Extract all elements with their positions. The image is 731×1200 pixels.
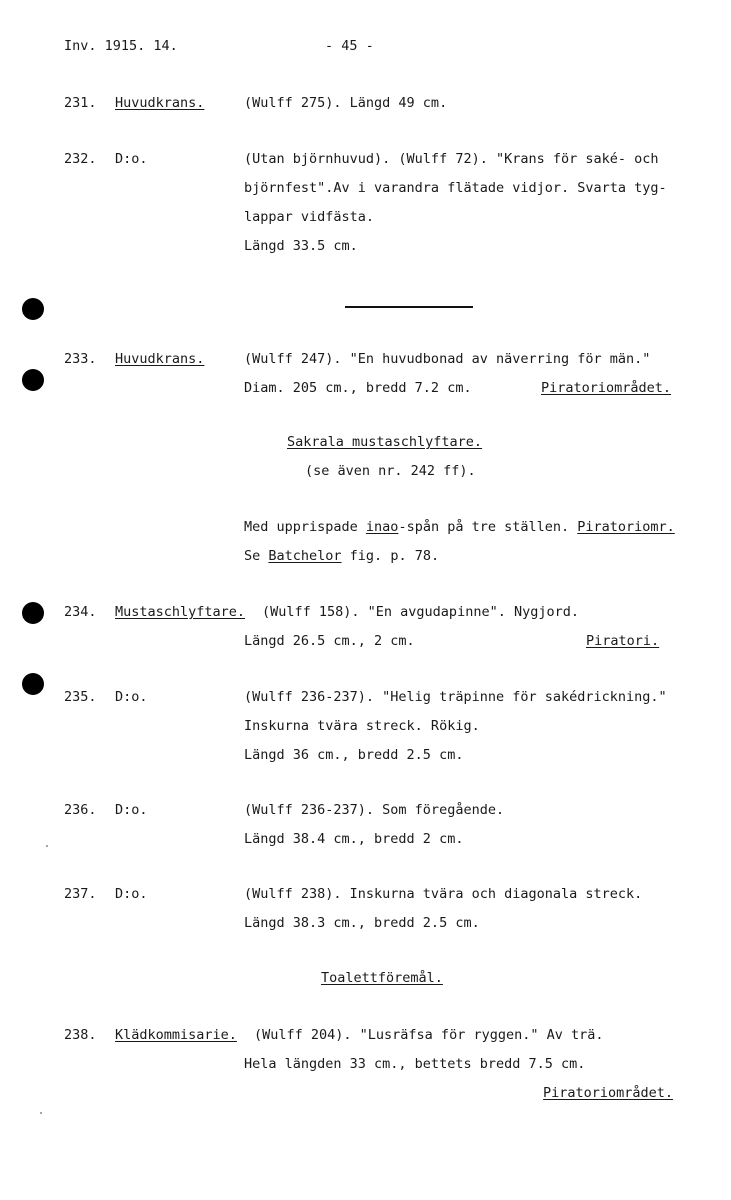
section-reference: [244, 548, 439, 564]
section-heading: Toalettföremål.: [321, 970, 443, 986]
page-number: - 45 -: [325, 38, 374, 54]
punch-hole: [22, 673, 44, 695]
entry-number: 236.: [64, 802, 97, 818]
entry-text: lappar vidfästa.: [244, 209, 375, 225]
entry-text: Längd 36 cm., bredd 2.5 cm.: [244, 747, 464, 763]
entry-region: Piratoriområdet.: [543, 1085, 674, 1101]
section-heading: Sakrala mustaschlyftare.: [287, 434, 483, 450]
entry-text: Inskurna tvära streck. Rökig.: [244, 718, 480, 734]
remark-text: Med upprispade: [244, 519, 366, 535]
entry-text: Längd 38.3 cm., bredd 2.5 cm.: [244, 915, 480, 931]
entry-text: (Wulff 204). "Lusräfsa för ryggen." Av trä.: [254, 1027, 604, 1043]
entry-number: 232.: [64, 151, 97, 167]
remark-text: -spån på tre ställen.: [398, 519, 570, 535]
section-note: (se även nr. 242 ff).: [305, 463, 476, 479]
scan-speck: [40, 1112, 42, 1114]
entry-label: Huvudkrans.: [115, 95, 205, 111]
entry-number: 238.: [64, 1027, 97, 1043]
entry-text: (Wulff 236-237). Som föregående.: [244, 802, 505, 818]
entry-label: Mustaschlyftare.: [115, 604, 246, 620]
reference-text: Se: [244, 548, 269, 564]
reference-text: fig. p. 78.: [341, 548, 440, 564]
entry-number: 237.: [64, 886, 97, 902]
entry-region: Piratoriområdet.: [541, 380, 672, 396]
section-remark: [244, 519, 675, 535]
entry-text: björnfest".Av i varandra flätade vidjor. Svarta tyg-: [244, 180, 667, 196]
remark-term: inao: [365, 519, 399, 535]
entry-text: (Wulff 236-237). "Helig träpinne för sakédrickning.": [244, 689, 667, 705]
entry-number: 233.: [64, 351, 97, 367]
entry-label: D:o.: [115, 689, 148, 705]
entry-text: Längd 26.5 cm., 2 cm.: [244, 633, 415, 649]
section-divider: [345, 306, 473, 308]
entry-text: Längd 38.4 cm., bredd 2 cm.: [244, 831, 464, 847]
scan-speck: [46, 845, 48, 847]
entry-label: D:o.: [115, 802, 148, 818]
entry-text: Hela längden 33 cm., bettets bredd 7.5 cm.: [244, 1056, 586, 1072]
entry-label: Huvudkrans.: [115, 351, 205, 367]
entry-region: Piratori.: [586, 633, 660, 649]
entry-label: D:o.: [115, 151, 148, 167]
punch-hole: [22, 602, 44, 624]
entry-text: Diam. 205 cm., bredd 7.2 cm.: [244, 380, 472, 396]
entry-text: (Utan björnhuvud). (Wulff 72). "Krans för saké- och: [244, 151, 659, 167]
entry-text: Längd 33.5 cm.: [244, 238, 358, 254]
punch-hole: [22, 298, 44, 320]
entry-text: (Wulff 247). "En huvudbonad av näverring för män.": [244, 351, 651, 367]
entry-text: (Wulff 158). "En avgudapinne". Nygjord.: [262, 604, 579, 620]
entry-text: (Wulff 275). Längd 49 cm.: [244, 95, 448, 111]
punch-hole: [22, 369, 44, 391]
remark-region: Piratoriomr.: [577, 519, 675, 535]
entry-number: 231.: [64, 95, 97, 111]
inventory-header: Inv. 1915. 14.: [64, 38, 178, 54]
entry-text: (Wulff 238). Inskurna tvära och diagonala streck.: [244, 886, 643, 902]
reference-author: Batchelor: [268, 548, 342, 564]
entry-number: 235.: [64, 689, 97, 705]
entry-label: Klädkommisarie.: [115, 1027, 237, 1043]
entry-label: D:o.: [115, 886, 148, 902]
entry-number: 234.: [64, 604, 97, 620]
